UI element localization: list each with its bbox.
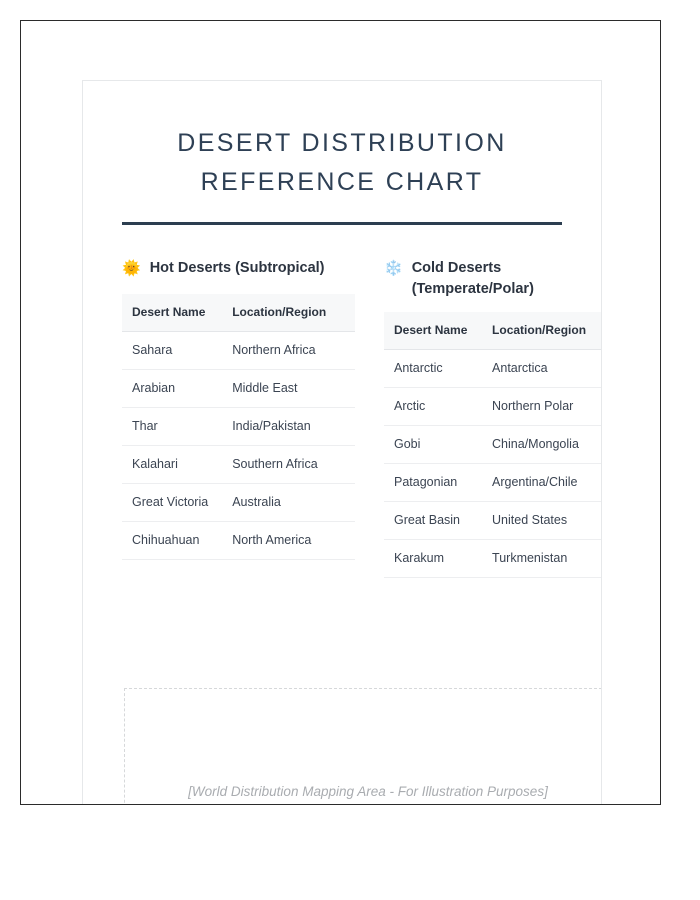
cell-location: Northern Polar — [482, 388, 602, 426]
table-row — [122, 522, 355, 560]
snowflake-icon: ❄️ — [384, 260, 403, 277]
cell-desert-name: Arctic — [384, 388, 482, 426]
map-placeholder-box — [124, 688, 602, 805]
title-block — [83, 81, 601, 225]
map-placeholder-text: [World Distribution Mapping Area - For Illustration Purposes] — [188, 784, 548, 799]
column-header-desert-name: Desert Name — [384, 312, 482, 350]
cell-desert-name: Gobi — [384, 426, 482, 464]
document-card — [82, 80, 602, 805]
cell-location: Antarctica — [482, 350, 602, 388]
table-row — [384, 426, 602, 464]
cell-desert-name: Patagonian — [384, 464, 482, 502]
cell-location: Southern Africa — [222, 446, 355, 484]
table-row — [122, 370, 355, 408]
cell-location: China/Mongolia — [482, 426, 602, 464]
cell-location: Turkmenistan — [482, 540, 602, 578]
table-row — [384, 350, 602, 388]
hot-deserts-table — [122, 294, 355, 560]
table-row — [384, 388, 602, 426]
column-header-location: Location/Region — [482, 312, 602, 350]
title-divider — [122, 222, 562, 225]
column-header-location: Location/Region — [222, 294, 355, 332]
cell-desert-name: Chihuahuan — [122, 522, 222, 560]
cold-deserts-table — [384, 312, 602, 578]
cell-location: North America — [222, 522, 355, 560]
columns-container — [83, 258, 601, 618]
cell-location: United States — [482, 502, 602, 540]
table-row — [384, 540, 602, 578]
cold-deserts-section — [384, 258, 602, 578]
cold-deserts-title: Cold Deserts (Temperate/Polar) — [411, 260, 534, 297]
hot-deserts-section — [122, 258, 357, 560]
hot-deserts-heading — [122, 258, 357, 280]
page-frame — [20, 20, 661, 805]
cell-desert-name: Sahara — [122, 332, 222, 370]
sun-icon: 🌞 — [122, 260, 141, 277]
column-header-desert-name: Desert Name — [122, 294, 222, 332]
table-row — [122, 332, 355, 370]
cell-desert-name: Great Victoria — [122, 484, 222, 522]
cell-location: Australia — [222, 484, 355, 522]
table-row — [122, 484, 355, 522]
cell-location: Northern Africa — [222, 332, 355, 370]
table-row — [384, 502, 602, 540]
cell-location: Middle East — [222, 370, 355, 408]
hot-deserts-title: Hot Deserts (Subtropical) — [149, 260, 325, 276]
cell-desert-name: Karakum — [384, 540, 482, 578]
cell-location: India/Pakistan — [222, 408, 355, 446]
cell-desert-name: Arabian — [122, 370, 222, 408]
cold-deserts-heading — [384, 258, 602, 300]
page-title-line-1: DESERT DISTRIBUTION — [177, 129, 507, 157]
cell-location: Argentina/Chile — [482, 464, 602, 502]
table-row — [122, 446, 355, 484]
cell-desert-name: Antarctic — [384, 350, 482, 388]
cell-desert-name: Thar — [122, 408, 222, 446]
cell-desert-name: Kalahari — [122, 446, 222, 484]
page-title-line-2: REFERENCE CHART — [200, 168, 484, 196]
table-row — [384, 464, 602, 502]
cell-desert-name: Great Basin — [384, 502, 482, 540]
table-header-row — [122, 294, 355, 332]
table-row — [122, 408, 355, 446]
table-header-row — [384, 312, 602, 350]
